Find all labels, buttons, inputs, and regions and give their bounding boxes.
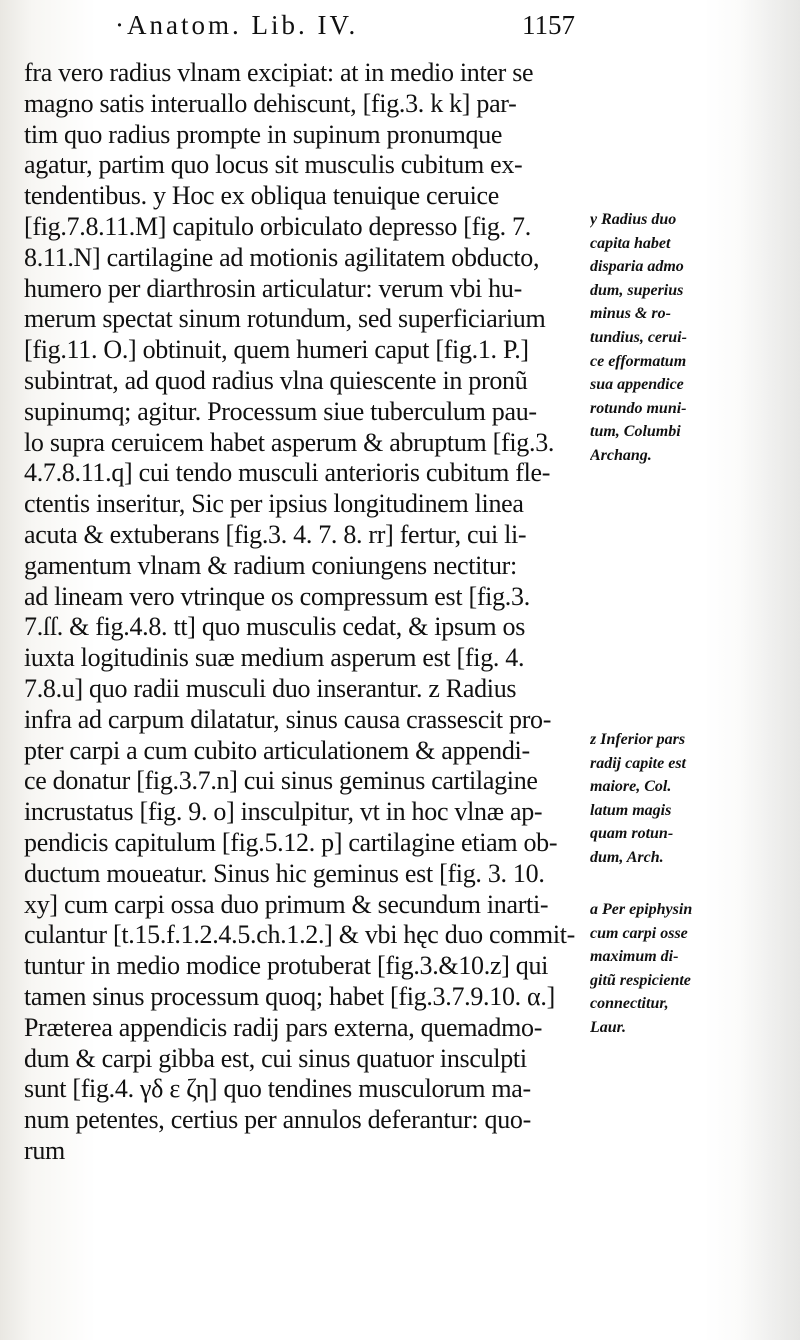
text-line: incrustatus [fig. 9. o] insculpitur, vt in hoc vlnæ ap- <box>24 797 543 827</box>
margin-note-line: a Per epiphysin <box>590 901 693 918</box>
text-line: dum & carpi gibba est, cui sinus quatuor insculpti <box>24 1043 527 1073</box>
text-line: acuta & extuberans [fig.3. 4. 7. 8. rr] fertur, cui li- <box>24 519 527 549</box>
text-line: ctentis inseritur, Sic per ipsius longitudinem linea <box>24 489 524 519</box>
text-line: ductum moueatur. Sinus hic geminus est [fig. 3. 10. <box>24 858 545 888</box>
text-line: 8.11.N] cartilagine ad motionis agilitatem obducto, <box>24 242 540 272</box>
text-line: agatur, partim quo locus sit musculis cubitum ex- <box>24 150 523 180</box>
margin-note-line: connectitur, <box>590 995 669 1013</box>
margin-note-y <box>590 208 712 468</box>
text-line: num petentes, certius per annulos deferantur: quo- <box>24 1105 531 1135</box>
margin-note-line: rotundo muni- <box>590 399 687 417</box>
margin-note-line: maiore, Col. <box>590 778 672 796</box>
text-line: tamen sinus processum quoq; habet [fig.3.7.9.10. α.] <box>24 981 555 1011</box>
text-line: tuntur in medio modice protuberat [fig.3.&10.z] qui <box>24 951 549 981</box>
margin-note-line: disparia admo <box>590 258 684 276</box>
margin-note-line: cum carpi osse <box>590 924 688 942</box>
text-line: 7.8.u] quo radii musculi duo inserantur. z Radius <box>24 673 517 703</box>
page-number: 1157 <box>522 10 575 40</box>
text-line: subintrat, ad quod radius vlna quiescente in pronũ <box>24 365 528 395</box>
text-line: ce donatur [fig.3.7.n] cui sinus geminus cartilagine <box>24 766 538 796</box>
text-line: humero per diarthrosin articulatur: verum vbi hu- <box>24 273 522 303</box>
text-line: merum spectat sinum rotundum, sed superficiarium <box>24 304 546 334</box>
margin-note-line: dum, Arch. <box>590 848 664 866</box>
text-line: ad lineam vero vtrinque os compressum est [fig.3. <box>24 581 530 611</box>
margin-note-a <box>590 898 712 1040</box>
margin-note-line: Laur. <box>590 1018 627 1036</box>
text-line: supinumq; agitur. Processum siue tuberculum pau- <box>24 396 537 426</box>
text-line: gamentum vlnam & radium coniungens nectitur: <box>24 550 517 580</box>
text-line: rum <box>24 1135 65 1165</box>
page-edge-shadow <box>740 0 800 1340</box>
text-line: culantur [t.15.f.1.2.4.5.ch.1.2.] & vbi hęc duo commit- <box>24 920 576 950</box>
margin-note-line: y Radius duo <box>590 211 677 228</box>
text-line: tendentibus. y Hoc ex obliqua tenuique ceruice <box>24 181 499 211</box>
margin-note-line: z Inferior pars <box>590 731 686 748</box>
margin-note-line: Archang. <box>590 446 652 464</box>
text-line: [fig.11. O.] obtinuit, quem humeri caput [fig.1. P.] <box>24 335 529 365</box>
margin-note-line: gitũ respiciente <box>590 971 691 989</box>
running-head: ·Anatom. Lib. IV. <box>115 10 359 40</box>
margin-note-z <box>590 728 712 870</box>
page-header <box>115 10 575 46</box>
text-line: pendicis capitulum [fig.5.12. p] cartilagine etiam ob- <box>24 827 558 857</box>
margin-note-line: radij capite est <box>590 754 686 772</box>
text-line: Præterea appendicis radij pars externa, quemadmo- <box>24 1012 543 1042</box>
margin-note-line: latum magis <box>590 801 672 819</box>
text-line: tim quo radius prompte in supinum pronumque <box>24 119 503 149</box>
text-line: sunt [fig.4. γδ ε ζη] quo tendines musculorum ma- <box>24 1074 531 1104</box>
text-line: fra vero radius vlnam excipiat: at in medio inter se <box>24 58 534 87</box>
margin-note-line: dum, superius <box>590 281 684 299</box>
margin-note-line: minus & ro- <box>590 305 671 323</box>
text-line: lo supra ceruicem habet asperum & abruptum [fig.3. <box>24 427 555 457</box>
text-line: 7.ſſ. & fig.4.8. tt] quo musculis cedat, & ipsum os <box>24 612 526 642</box>
margin-note-line: sua appendice <box>590 376 684 394</box>
margin-note-line: ce efformatum <box>590 352 687 370</box>
text-line: pter carpi a cum cubito articulationem & appendi- <box>24 735 530 765</box>
margin-note-line: tundius, cerui- <box>590 328 687 346</box>
text-line: 4.7.8.11.q] cui tendo musculi anterioris cubitum fle- <box>24 458 551 488</box>
text-line: iuxta logitudinis suæ medium asperum est [fig. 4. <box>24 643 525 673</box>
text-line: magno satis interuallo dehiscunt, [fig.3. k k] par- <box>24 88 517 118</box>
text-line: xy] cum carpi ossa duo primum & secundum inarti- <box>24 889 549 919</box>
margin-note-line: quam rotun- <box>590 825 674 843</box>
margin-note-line: maximum di- <box>590 948 679 966</box>
margin-note-line: tum, Columbi <box>590 423 681 441</box>
margin-note-line: capita habet <box>590 234 671 252</box>
main-text-block <box>24 58 580 1167</box>
text-line: [fig.7.8.11.M] capitulo orbiculato depresso [fig. 7. <box>24 211 531 241</box>
text-line: infra ad carpum dilatatur, sinus causa crassescit pro- <box>24 704 552 734</box>
